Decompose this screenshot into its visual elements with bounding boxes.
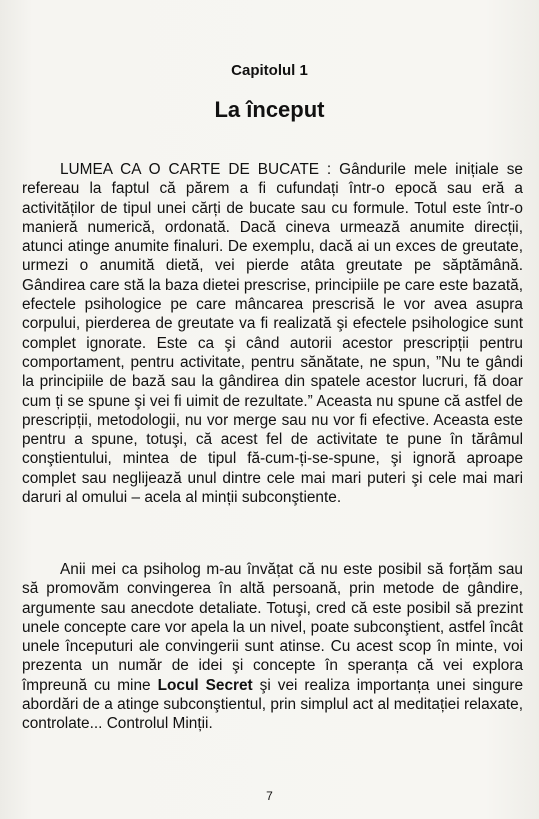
book-title-emphasis: Locul Secret [157,676,253,694]
paragraph-2-text-end: şi vei realiza importanța unei singure abordări de a atinge subconştientul, prin simplul act al meditației relaxate, controlate... Controlul Minții. [22,676,524,733]
paragraph-1: LUMEA CA O CARTE DE BUCATE : Gândurile mele inițiale se refereau la faptul că părem a fi cufundați într-o epocă sau eră a activităților de tipul unei cărți de bucate sau cu formule. Totul este într-o manieră numerică, ordonată. Dacă cineva urmează anumite direcții, atunci atinge anumite finaluri. De exemplu, dacă ai un exces de greutate, urmezi o anumită dietă, vei pierde atâta greutate pe săptămână. Gândirea care stă la baza dietei prescrise, principiile pe care este bazată, efectele psihologice pe care mâncarea prescrisă le vor avea asupra corpului, pierderea de greutate va fi realizată şi efectele psihologice sunt complet ignorate. Este ca şi când autorii acestor prescripții pentru comportament, pentru activitate, pentru sănătate, ne spun, ”Nu te gândi la principiile de bază sau la gândirea din spatele acestor lucruri, fă doar cum ți se spune şi vei fi uimit de rezultate.” Aceasta nu spune că astfel de prescripții, metodologii, nu vor merge sau nu vor fi efective. Aceasta este pentru a spune, totuşi, că acest fel de activitate te pune în tărâmul conştientului, mintea de tipul fă-cum-ți-se-spune, şi ignoră aproape complet sau neglijează unul dintre cele mai mari puteri şi cele mai mari daruri al omului – acela al minții subconştiente. [22,161,523,507]
chapter-label: Capitolul 1 [231,62,308,79]
paragraph-2 [22,560,523,734]
page-number: 7 [266,789,273,803]
paragraph-2-text-start: Anii mei ca psiholog m-au învățat că nu este posibil să forțăm sau să promovăm convingerea în altă persoană, prin metode de gândire, argumente sau anecdote detaliate. Totuşi, cred că este posibil să prezint unele concepte care vor apela la un nivel, poate subconştient, astfel încât unele începuturi ale convingerii sunt atinse. Cu acest scop în minte, voi prezenta un număr de idei şi concepte în speranța că vei explora împreună cu mine [22,561,523,694]
chapter-title: La început [214,97,325,122]
